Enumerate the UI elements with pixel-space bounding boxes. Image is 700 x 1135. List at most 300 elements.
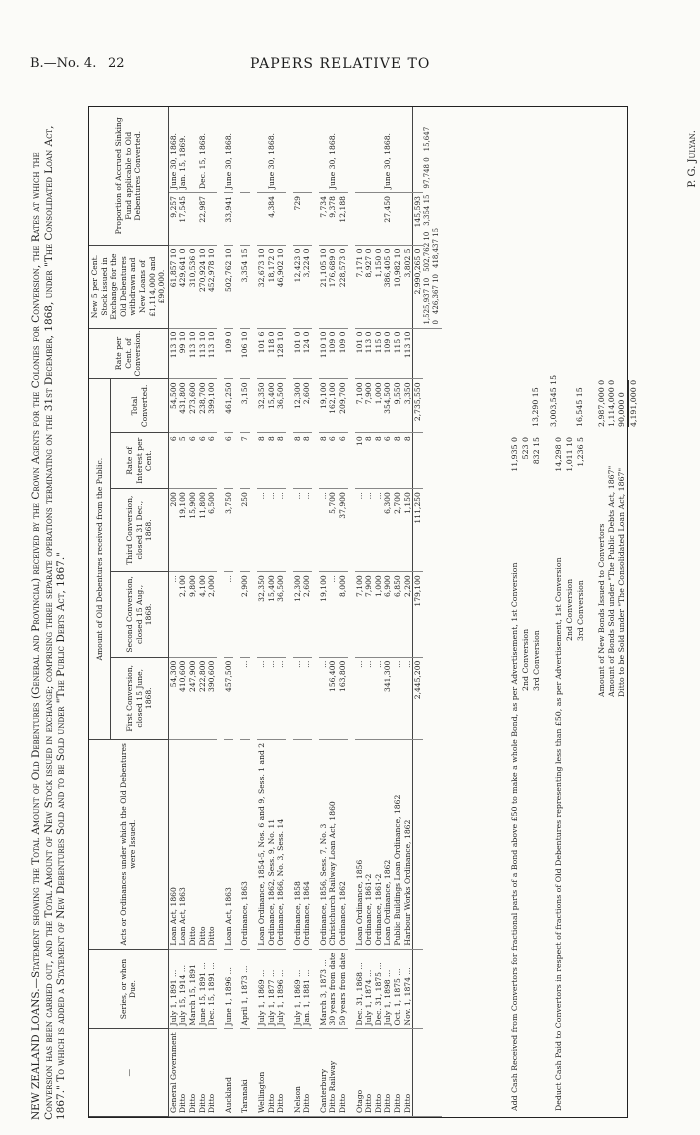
cell-act: Ordinance, 1864 (302, 739, 312, 949)
cell-total: 12,300 (293, 379, 303, 433)
cell-second: 2,000 (207, 572, 217, 657)
cell-to (403, 107, 413, 193)
cell-sink: 27,450 (383, 193, 393, 246)
cell-to: June 30, 1868. (328, 107, 338, 193)
total-first: 2,445,200 (413, 657, 423, 739)
cell-province: Auckland (224, 1029, 234, 1117)
cell-second: 19,100 (319, 572, 329, 657)
subtotal-value: 502,762 10 (422, 231, 431, 272)
table-row (207, 107, 217, 1117)
table-row (302, 107, 312, 1117)
cell-act: Public Buildings Loan Ordinance, 1862 (393, 739, 403, 949)
spacer-row (286, 107, 293, 1117)
cell-act: Ordinance, 1858 (293, 739, 303, 949)
cell-total: 1,000 (374, 379, 384, 433)
cell-first: ... (393, 657, 403, 739)
cell-first: ... (364, 657, 374, 739)
cell-rate: 113 10 (403, 328, 413, 379)
cell-second: ... (168, 572, 178, 657)
cell-total: 431,800 (178, 379, 188, 433)
cell-new: 32,673 10 (257, 245, 267, 328)
cell-second: 15,400 (267, 572, 277, 657)
cell-sink: 4,384 (267, 193, 277, 246)
table-row (188, 107, 198, 1117)
page-header (0, 56, 700, 76)
cell-new: 502,762 10 (224, 245, 234, 328)
cell-province: Ditto (364, 1029, 374, 1117)
page-title: PAPERS RELATIVE TO (250, 56, 431, 72)
deduct-cash-label: Deduct Cash Paid to Convertors in respect of fractions of Old Debentures representing less than £50, as per Advertisement, 1st Conversion 2nd Conversion 3rd Conversion (554, 557, 585, 1111)
cell-rate: 124 0 (302, 328, 312, 379)
cell-second: 9,800 (188, 572, 198, 657)
cell-second: 4,100 (198, 572, 208, 657)
cell-new: 12,423 0 (293, 245, 303, 328)
cell-interest: 6 (188, 433, 198, 489)
cell-sink (240, 193, 250, 246)
cell-sink: 33,941 (224, 193, 234, 246)
cell-to (257, 107, 267, 193)
cell-series: Dec. 15, 1891 ... (207, 949, 217, 1029)
cell-total: 399,100 (207, 379, 217, 433)
table-row (293, 107, 303, 1117)
col-interest-header: Rate of Interest per Cent. (111, 433, 168, 489)
cell-new: 46,902 10 (276, 245, 286, 328)
cell-to (302, 107, 312, 193)
cell-total: 354,500 (383, 379, 393, 433)
cell-series: 50 years from date (338, 949, 348, 1029)
cell-new: 18,172 0 (267, 245, 277, 328)
cell-sink: 17,545 (178, 193, 188, 246)
cell-second: 12,300 (293, 572, 303, 657)
cell-sink: 7,734 (319, 193, 329, 246)
cell-third: ... (293, 489, 303, 572)
cell-first: 341,300 (383, 657, 393, 739)
cell-first: ... (240, 657, 250, 739)
cell-total: 32,350 (257, 379, 267, 433)
table-row (267, 107, 277, 1117)
cell-interest: 5 (178, 433, 188, 489)
deduct-cash-values: 14,298 0 1,011 10 1,236 5 (554, 437, 585, 472)
cell-sink (355, 193, 365, 246)
cell-act: Ordinance, 1856, Sess. 7, No. 3 (319, 739, 329, 949)
cell-act: Ordinance, 1866, No. 3, Sess. 14 (276, 739, 286, 949)
col-sinking-header: Proportion of Accrued Sinking Fund applicable to Old Debentures Converted. (89, 107, 168, 245)
total-new: 2,990,265 0 (413, 245, 423, 328)
cell-second: 8,000 (338, 572, 348, 657)
cell-interest: 8 (293, 433, 303, 489)
cell-total: 7,100 (355, 379, 365, 433)
cell-first: 390,600 (207, 657, 217, 739)
cell-third: 19,100 (178, 489, 188, 572)
cell-interest: 8 (257, 433, 267, 489)
cell-new: 386,405 0 (383, 245, 393, 328)
cell-series: Dec. 31, 1875 ... (374, 949, 384, 1029)
cell-first: 222,800 (198, 657, 208, 739)
cell-series: July 15, 1914 ... (178, 949, 188, 1029)
cell-act: Ordinance, 1863 (240, 739, 250, 949)
cell-rate: 115 0 (374, 328, 384, 379)
bonds-summary-labels: Amount of New Bonds Issued to Convertors Amount of Bonds Sold under "The Public Debts Act, 1867" Ditto to be Sold under "The Consolidated Loan Act, 1867" (597, 465, 626, 697)
cell-total: 209,700 (338, 379, 348, 433)
cell-first: ... (374, 657, 384, 739)
page-number: 22 (108, 56, 125, 71)
cell-third: ... (257, 489, 267, 572)
subtotal-value: 418,437 15 (432, 227, 441, 268)
cell-new: 3,802 5 (403, 245, 413, 328)
cell-province: Ditto (302, 1029, 312, 1117)
cell-interest: 8 (393, 433, 403, 489)
cell-first: ... (276, 657, 286, 739)
cell-series: Jan. 1, 1881 ... (302, 949, 312, 1029)
document-reference: B.—No. 4. (30, 56, 97, 71)
cell-series: March 3, 1873 ... (319, 949, 329, 1029)
col-first-header: First Conversion, closed 15 June, 1868. (111, 657, 168, 739)
table-row (393, 107, 403, 1117)
cell-province: Ditto (338, 1029, 348, 1117)
cell-interest: 8 (319, 433, 329, 489)
total-empty (413, 949, 423, 1029)
cell-rate: 109 0 (383, 328, 393, 379)
cell-rate: 110 10 (319, 328, 329, 379)
cell-second: 32,350 (257, 572, 267, 657)
cell-province: Nelson (293, 1029, 303, 1117)
cell-rate: 113 10 (207, 328, 217, 379)
cell-act: Ditto (188, 739, 198, 949)
cell-series: June 15, 1891 ... (198, 949, 208, 1029)
cell-first: 156,400 (328, 657, 338, 739)
cell-third: 1,150 (403, 489, 413, 572)
cell-interest: 6 (207, 433, 217, 489)
subtotal-value: 15,647 0 (422, 126, 441, 325)
table-row (198, 107, 208, 1117)
cell-series: Dec. 31, 1868 ... (355, 949, 365, 1029)
spacer-row (250, 107, 257, 1117)
cell-interest: 8 (403, 433, 413, 489)
cell-third: 6,500 (207, 489, 217, 572)
cell-rate: 113 0 (364, 328, 374, 379)
cell-series: July 1, 1869 ... (293, 949, 303, 1029)
cell-to (393, 107, 403, 193)
cell-act: Ditto (207, 739, 217, 949)
loan-table-body (168, 107, 442, 1117)
statement-intro (30, 120, 68, 1120)
cell-total: 461,250 (224, 379, 234, 433)
cell-rate: 115 0 (393, 328, 403, 379)
cell-first: 457,500 (224, 657, 234, 739)
cell-to: June 30, 1868. (168, 107, 178, 193)
cell-interest: 10 (355, 433, 365, 489)
cell-second: 1,000 (374, 572, 384, 657)
total-empty (413, 107, 423, 193)
cell-third: 6,300 (383, 489, 393, 572)
cell-new: 10,982 10 (393, 245, 403, 328)
cell-third: ... (276, 489, 286, 572)
cell-rate: 101 6 (257, 328, 267, 379)
col-third-header: Third Conversion, closed 31 Dec., 1868. (111, 489, 168, 572)
cell-new: 452,978 10 (207, 245, 217, 328)
net-after-adjustments: 3,003,545 15 (549, 374, 558, 427)
table-row (178, 107, 188, 1117)
cell-rate: 99 10 (178, 328, 188, 379)
loan-table (89, 107, 442, 1117)
cell-second: 2,200 (403, 572, 413, 657)
deduct-cash-total: 16,545 15 (575, 387, 584, 427)
cell-second: 7,900 (364, 572, 374, 657)
cell-province: Otago (355, 1029, 365, 1117)
cell-total: 238,700 (198, 379, 208, 433)
spacer-row (348, 107, 355, 1117)
cell-to: June 30, 1868. (267, 107, 277, 193)
cell-series: 30 years from date (328, 949, 338, 1029)
total-empty (413, 433, 423, 489)
cell-interest: 6 (168, 433, 178, 489)
cell-act: Ditto (198, 739, 208, 949)
cell-rate: 128 10 (276, 328, 286, 379)
cell-sink (257, 193, 267, 246)
cell-series: July 1, 1896 ... (276, 949, 286, 1029)
cell-to (338, 107, 348, 193)
cell-act: Loan Ordinance, 1854-5, Nos. 6 and 9, Sess. 1 and 2 (257, 739, 267, 949)
cell-to (364, 107, 374, 193)
totals-row (413, 107, 423, 1117)
col-acts-header: Acts or Ordinances under which the Old Debentures were Issued. (89, 739, 168, 949)
cell-third: 250 (240, 489, 250, 572)
cell-series: July 1, 1891 ... (168, 949, 178, 1029)
subtotal-value: 426,367 10 (432, 273, 441, 315)
cell-total: 54,500 (168, 379, 178, 433)
table-row (328, 107, 338, 1117)
cell-second: 7,100 (355, 572, 365, 657)
cell-third: ... (302, 489, 312, 572)
total-empty (413, 328, 423, 379)
cell-third: 200 (168, 489, 178, 572)
cell-province: Ditto (383, 1029, 393, 1117)
cell-first: ... (302, 657, 312, 739)
cell-sink (207, 193, 217, 246)
cell-first: 247,900 (188, 657, 198, 739)
cell-to (207, 107, 217, 193)
cell-province: General Government (168, 1029, 178, 1117)
loan-table-frame (88, 106, 638, 1118)
cell-series: Oct. 1, 1875 ... (393, 949, 403, 1029)
cell-second: 36,500 (276, 572, 286, 657)
cell-total: 3,350 (403, 379, 413, 433)
cell-act: Loan Act, 1863 (178, 739, 188, 949)
cell-interest: 6 (224, 433, 234, 489)
cell-sink (188, 193, 198, 246)
cell-second: ... (224, 572, 234, 657)
cell-to (240, 107, 250, 193)
signature: P. G. Julyan. (687, 130, 698, 188)
col-rate-header: Rate per Cent. of Conversion. (89, 328, 168, 379)
cell-sink: 22,987 (198, 193, 208, 246)
table-row (240, 107, 250, 1117)
new-stock-subtotals (423, 107, 442, 328)
cell-first: 410,600 (178, 657, 188, 739)
table-row (224, 107, 234, 1117)
cell-new: 228,573 0 (338, 245, 348, 328)
cell-total: 19,100 (319, 379, 329, 433)
cell-to (188, 107, 198, 193)
cell-to (276, 107, 286, 193)
cell-province: Ditto (374, 1029, 384, 1117)
cell-new: 21,105 10 (319, 245, 329, 328)
cell-rate: 113 10 (198, 328, 208, 379)
cell-first: ... (319, 657, 329, 739)
cell-new: 61,857 10 (168, 245, 178, 328)
cell-rate: 109 0 (328, 328, 338, 379)
cell-sink: 12,188 (338, 193, 348, 246)
cell-rate: 109 0 (338, 328, 348, 379)
cell-third: ... (319, 489, 329, 572)
cell-third: 2,700 (393, 489, 403, 572)
intro-text: Statement showing the Total Amount of Old Debentures (General and Provincial) received by the Crown Agents for the Colonies for Conversion, the Rates at which the Conversion has been carried out, and the Total Amount of New Stock issued in exchange; comprising three separate operations terminating on the 31st December, 1868, under "The Consolidated Loan Act, 1867." To which is added a Statement of New Debentures Sold and to be Sold under "The Public Debts Act, 1867." (30, 125, 67, 1120)
cell-series: July 1, 1869 ... (257, 949, 267, 1029)
cell-third: 15,900 (188, 489, 198, 572)
cell-total: 36,500 (276, 379, 286, 433)
cell-to (293, 107, 303, 193)
cell-first: ... (355, 657, 365, 739)
cell-second: 6,850 (393, 572, 403, 657)
cell-first: ... (257, 657, 267, 739)
cell-rate: 118 0 (267, 328, 277, 379)
spacer-row (312, 107, 319, 1117)
cell-rate: 106 10 (240, 328, 250, 379)
cell-sink (374, 193, 384, 246)
table-row (257, 107, 267, 1117)
rotated-statement (30, 100, 698, 1120)
cell-act: Loan Act, 1860 (168, 739, 178, 949)
cell-to: June 30, 1868. (383, 107, 393, 193)
cell-first: 54,300 (168, 657, 178, 739)
cell-series: July 1, 1877 ... (267, 949, 277, 1029)
table-row (319, 107, 329, 1117)
cell-to (319, 107, 329, 193)
cell-second: 2,900 (240, 572, 250, 657)
spacer-row (217, 107, 224, 1117)
cell-province: Ditto (393, 1029, 403, 1117)
cell-sink: 9,257 (168, 193, 178, 246)
subtotal-value: 3,354 15 (422, 194, 431, 226)
cell-act: Harbour Works Ordinance, 1862 (403, 739, 413, 949)
cell-third: 11,800 (198, 489, 208, 572)
cell-sink (403, 193, 413, 246)
subtotals-spacer (423, 328, 442, 1116)
cell-rate: 101 0 (293, 328, 303, 379)
cell-total: 2,600 (302, 379, 312, 433)
table-row (355, 107, 365, 1117)
table-row (383, 107, 393, 1117)
cell-series: April 1, 1873 ... (240, 949, 250, 1029)
cell-second: 2,100 (178, 572, 188, 657)
total-second: 179,100 (413, 572, 423, 657)
cell-province: Ditto (267, 1029, 277, 1117)
cell-new: 429,641 0 (178, 245, 188, 328)
total-empty (413, 739, 423, 949)
cell-sink (276, 193, 286, 246)
cell-new: 1,150 0 (374, 245, 384, 328)
cell-interest: 8 (302, 433, 312, 489)
col-new-stock-header: New 5 per Cent. Stock issued in Exchange for the Old Debentures withdrawn and New Loans of £1,114,000 and £90,000. (89, 245, 168, 328)
table-row (403, 107, 413, 1117)
cell-second: ... (328, 572, 338, 657)
subtotals-row (423, 107, 442, 1117)
cell-series: March 15, 1891 (188, 949, 198, 1029)
cell-series: June 1, 1896 ... (224, 949, 234, 1029)
add-cash-total: 13,290 15 (531, 387, 540, 427)
cell-interest: 8 (267, 433, 277, 489)
cell-rate: 109 0 (224, 328, 234, 379)
cell-act: Loan Ordinance, 1856 (355, 739, 365, 949)
cell-interest: 6 (338, 433, 348, 489)
cell-first: 163,800 (338, 657, 348, 739)
cell-new: 3,224 0 (302, 245, 312, 328)
cell-to: Jan. 15, 1869. (178, 107, 188, 193)
col-total-header: Total Converted. (111, 379, 168, 433)
subtotal-value: 1,525,937 10 (422, 277, 431, 325)
cell-to: June 30, 1868. (224, 107, 234, 193)
cell-series: July 1, 1898 ... (383, 949, 393, 1029)
cell-interest: 6 (328, 433, 338, 489)
cell-new: 270,924 10 (198, 245, 208, 328)
cell-province: Taranaki (240, 1029, 250, 1117)
table-row (338, 107, 348, 1117)
cell-first: ... (403, 657, 413, 739)
cell-rate: 113 10 (168, 328, 178, 379)
cell-series: July 1, 1874 ... (364, 949, 374, 1029)
cell-total: 273,600 (188, 379, 198, 433)
table-row (168, 107, 178, 1117)
cell-third: 5,700 (328, 489, 338, 572)
cell-series: Nov. 1, 1874 ... (403, 949, 413, 1029)
cell-new: 3,354 15 (240, 245, 250, 328)
cell-total: 162,100 (328, 379, 338, 433)
cell-interest: 8 (276, 433, 286, 489)
cell-act: Christchurch Railway Loan Act, 1860 (328, 739, 338, 949)
bonds-summary-values: 2,987,000 0 1,114,000 0 90,000 0 4,191,000 0 (597, 379, 638, 427)
total-third: 111,250 (413, 489, 423, 572)
cell-interest: 8 (364, 433, 374, 489)
cell-act: Ordinance, 1861-2 (364, 739, 374, 949)
cell-total: 15,400 (267, 379, 277, 433)
spacer-row (233, 107, 240, 1117)
cell-province: Canterbury (319, 1029, 329, 1117)
cell-rate: 113 10 (188, 328, 198, 379)
cell-province: Ditto (198, 1029, 208, 1117)
cell-to (374, 107, 384, 193)
total-empty (413, 1029, 423, 1117)
subtotal-value: 97,748 0 (422, 157, 431, 189)
cell-province: Ditto (178, 1029, 188, 1117)
add-cash-label: Add Cash Received from Convertors for fractional parts of a Bond above £50 to make a whole Bond, as per Advertisement, 1st Conversion 2nd Conversion 3rd Conversion (510, 562, 541, 1111)
cell-act: Loan Ordinance, 1862 (383, 739, 393, 949)
cell-interest: 6 (383, 433, 393, 489)
cell-sink (364, 193, 374, 246)
col-second-header: Second Conversion, closed 15 Aug., 1868. (111, 572, 168, 657)
cell-rate: 101 0 (355, 328, 365, 379)
cell-new: 310,536 0 (188, 245, 198, 328)
cell-third: 37,900 (338, 489, 348, 572)
cell-sink (393, 193, 403, 246)
cell-total: 3,150 (240, 379, 250, 433)
cell-first: ... (267, 657, 277, 739)
grand-total: 4,191,000 0 (629, 379, 638, 427)
table-row (364, 107, 374, 1117)
cell-act: Ordinance, 1862 (338, 739, 348, 949)
cell-third: ... (355, 489, 365, 572)
cell-act: Loan Act, 1863 (224, 739, 234, 949)
cell-third: ... (364, 489, 374, 572)
